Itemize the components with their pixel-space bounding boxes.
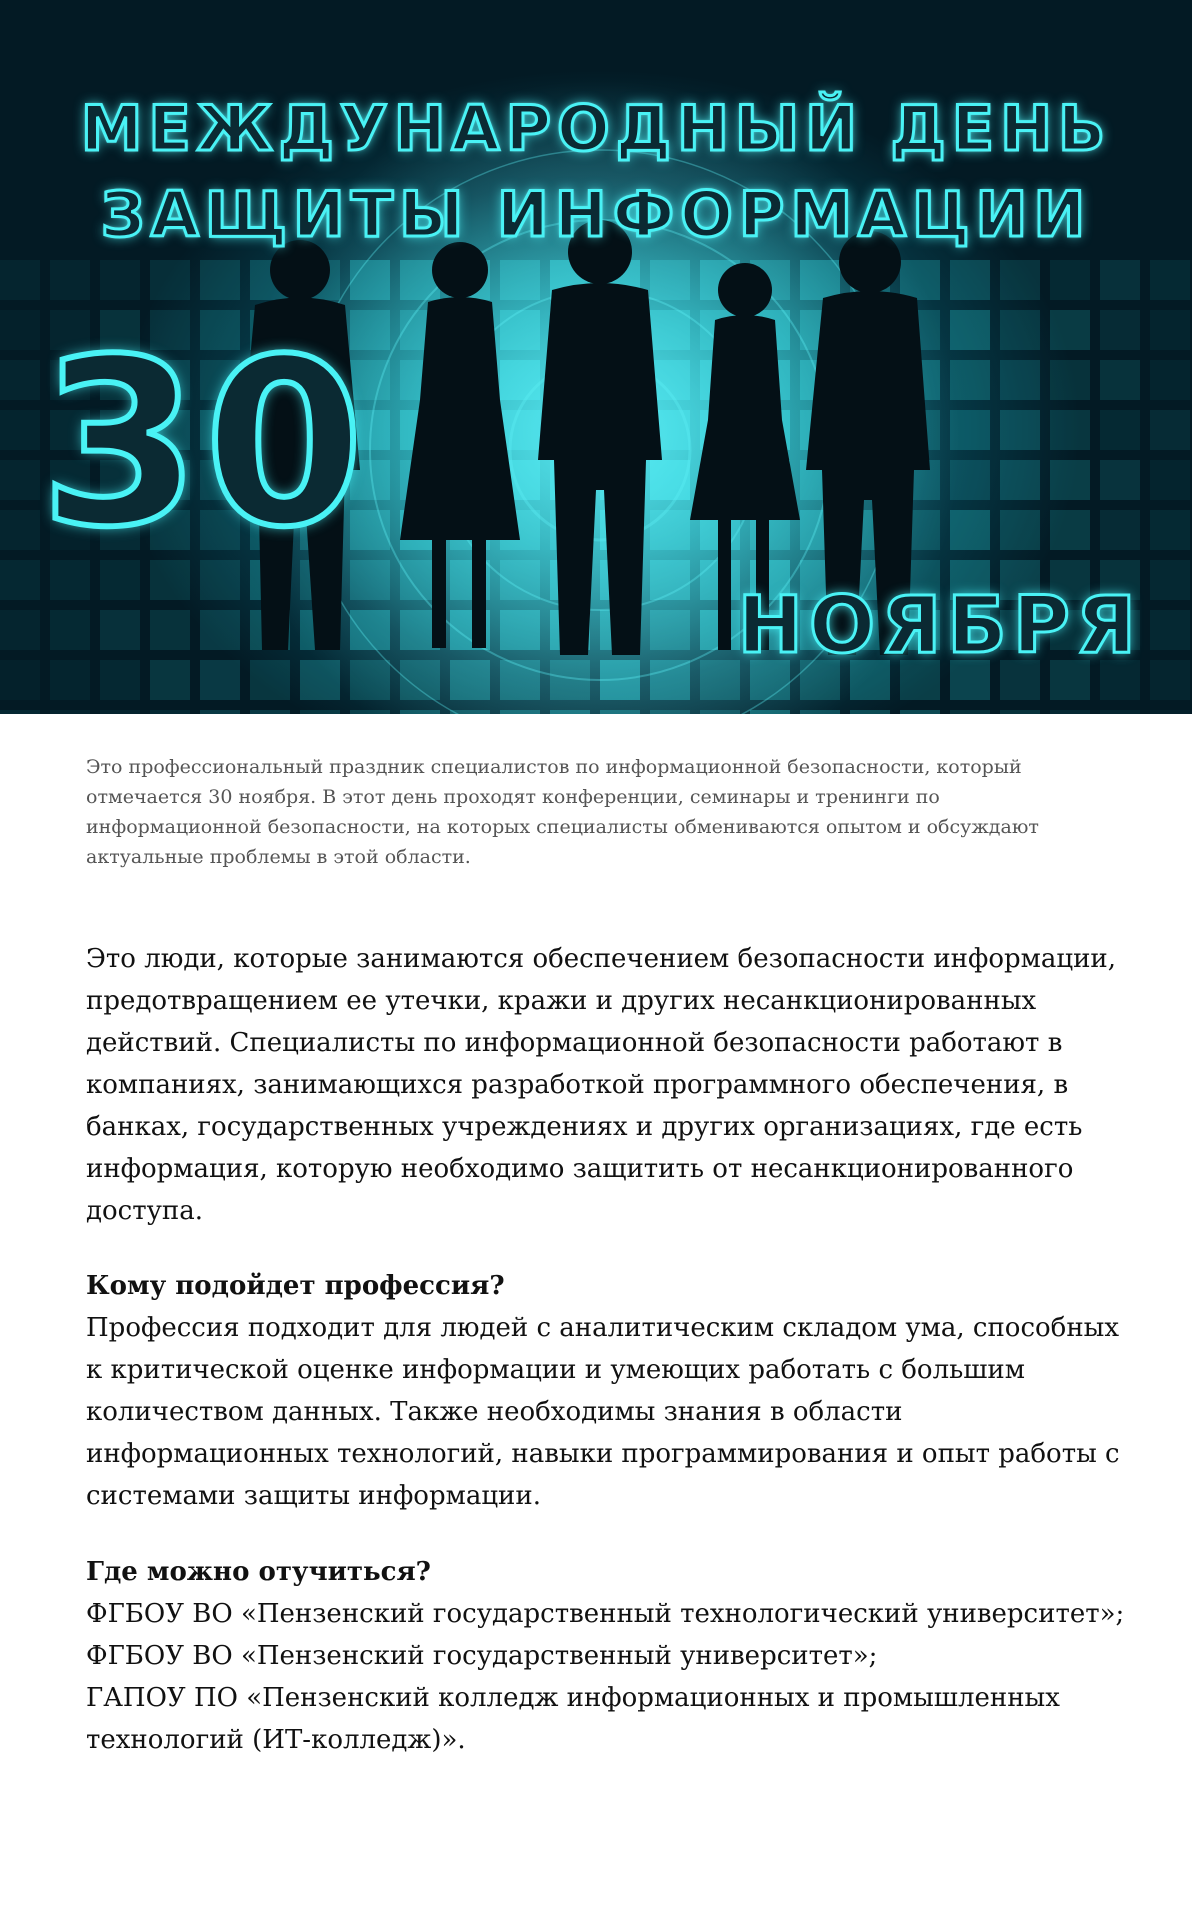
grid-tile [1150, 560, 1190, 600]
banner-title-line-1: МЕЖДУНАРОДНЫЙ ДЕНЬ [80, 92, 1112, 165]
where-item: ФГБОУ ВО «Пензенский государственный университет»; [86, 1641, 878, 1671]
grid-tile [1000, 510, 1040, 550]
grid-tile [200, 260, 240, 300]
banner-month: НОЯБРЯ [737, 581, 1142, 671]
grid-tile [0, 360, 40, 400]
grid-tile [200, 610, 240, 650]
grid-tile [1050, 310, 1090, 350]
grid-tile [0, 560, 40, 600]
grid-tile [100, 710, 140, 714]
grid-tile [1100, 510, 1140, 550]
grid-tile [150, 660, 190, 700]
grid-tile [0, 660, 40, 700]
grid-tile [1050, 710, 1090, 714]
grid-tile [1150, 710, 1190, 714]
grid-tile [1100, 710, 1140, 714]
grid-tile [1100, 260, 1140, 300]
banner-day-number: 30 [40, 311, 369, 578]
grid-tile [200, 710, 240, 714]
grid-tile [1150, 610, 1190, 650]
grid-tile [1000, 260, 1040, 300]
grid-tile [1050, 510, 1090, 550]
grid-tile [0, 610, 40, 650]
grid-tile [1000, 710, 1040, 714]
grid-tile [1100, 360, 1140, 400]
grid-tile [950, 310, 990, 350]
grid-tile [900, 710, 940, 714]
grid-tile [0, 460, 40, 500]
who-heading: Кому подойдет профессия? [86, 1271, 505, 1301]
grid-tile [950, 710, 990, 714]
grid-tile [1150, 310, 1190, 350]
grid-tile [200, 660, 240, 700]
grid-tile [300, 710, 340, 714]
grid-tile [1050, 260, 1090, 300]
grid-tile [0, 410, 40, 450]
grid-tile [1100, 460, 1140, 500]
grid-tile [1000, 410, 1040, 450]
grid-tile [1000, 460, 1040, 500]
grid-tile [0, 310, 40, 350]
grid-tile [1050, 460, 1090, 500]
grid-tile [1150, 360, 1190, 400]
grid-tile [1100, 310, 1140, 350]
grid-tile [100, 660, 140, 700]
main-paragraph: Это люди, которые занимаются обеспечением безопасности информации, предотвращением ее утечки, кражи и других несанкционированных действий. Специалисты по информационной безопасности работают в компаниях, занимающихся разработкой программного обеспечения, в банках, государственных учреждениях и других организациях, где есть информация, которую необходимо защитить от несанкционированного доступа. [86, 944, 1116, 1226]
where-item: ГАПОУ ПО «Пензенский колледж информационных и промышленных технологий (ИТ-колледж)». [86, 1683, 1060, 1755]
grid-tile [250, 660, 290, 700]
grid-tile [1150, 660, 1190, 700]
where-item: ФГБОУ ВО «Пензенский государственный технологический университет»; [86, 1599, 1125, 1629]
grid-tile [50, 710, 90, 714]
grid-tile [50, 260, 90, 300]
grid-tile [1050, 410, 1090, 450]
grid-tile [1050, 360, 1090, 400]
grid-tile [0, 710, 40, 714]
grid-tile [0, 260, 40, 300]
grid-tile [150, 710, 190, 714]
grid-tile [150, 260, 190, 300]
banner-title-line-2: ЗАЩИТЫ ИНФОРМАЦИИ [100, 178, 1092, 251]
grid-tile [0, 510, 40, 550]
grid-tile [950, 260, 990, 300]
where-heading: Где можно отучиться? [86, 1557, 431, 1587]
grid-tile [150, 610, 190, 650]
grid-tile [1150, 410, 1190, 450]
grid-tile [1100, 410, 1140, 450]
grid-tile [1000, 310, 1040, 350]
grid-tile [1150, 460, 1190, 500]
grid-tile [100, 610, 140, 650]
hero-banner [0, 0, 1192, 714]
grid-tile [1000, 360, 1040, 400]
intro-paragraph: Это профессиональный праздник специалистов по информационной безопасности, который отмечается 30 ноября. В этот день проходят конференции, семинары и тренинги по информационной безопасности, на которых специалисты обмениваются опытом и обсуждают актуальные проблемы в этой области. [86, 756, 1039, 868]
grid-tile [50, 660, 90, 700]
grid-tile [250, 710, 290, 714]
grid-tile [50, 610, 90, 650]
grid-tile [1150, 260, 1190, 300]
who-paragraph: Профессия подходит для людей с аналитическим складом ума, способных к критической оценке информации и умеющих работать с большим количеством данных. Также необходимы знания в области информационных технологий, навыки программирования и опыт работы с системами защиты информации. [86, 1313, 1120, 1511]
grid-tile [850, 710, 890, 714]
where-list [86, 1593, 1146, 1761]
grid-tile [1150, 510, 1190, 550]
grid-tile [950, 510, 990, 550]
grid-tile [100, 260, 140, 300]
